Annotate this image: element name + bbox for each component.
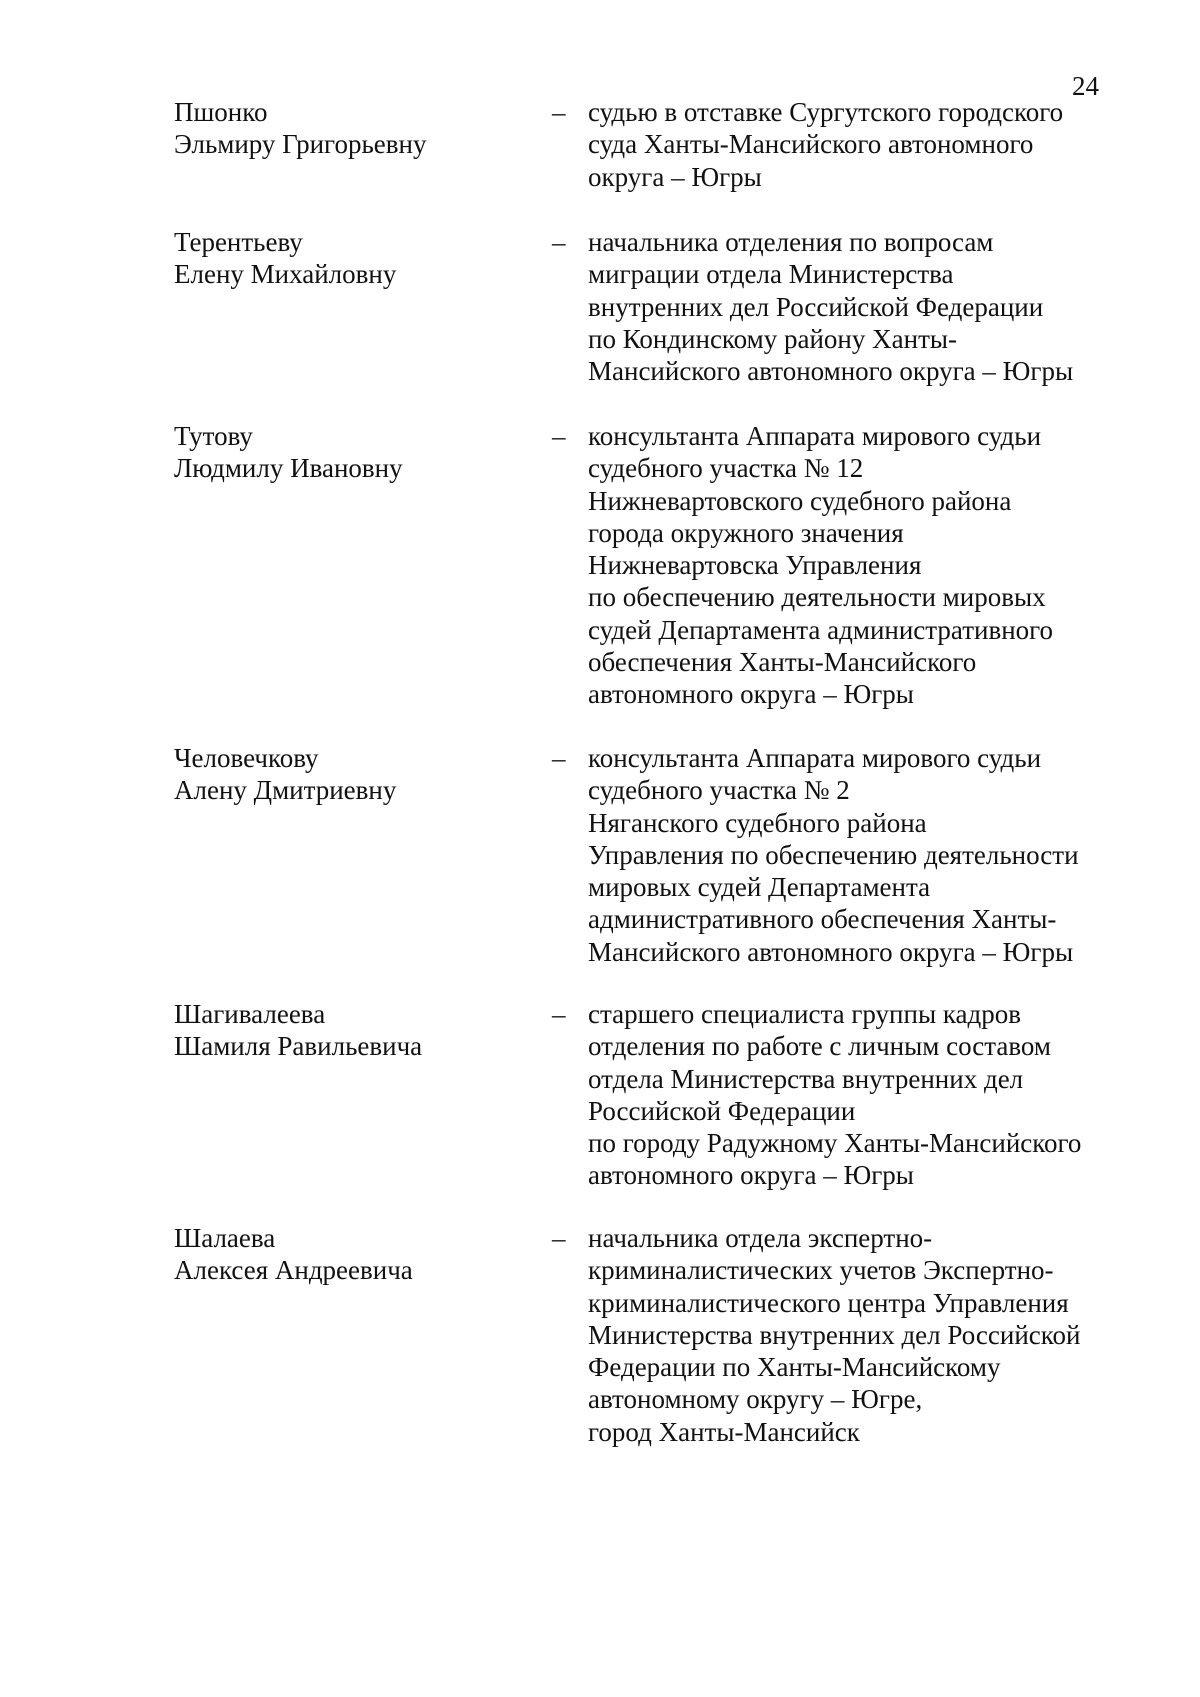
position-line: судебного участка № 2 bbox=[588, 775, 850, 806]
position-line: по городу Радужному Ханты-Мансийского bbox=[588, 1128, 1082, 1159]
position-line: старшего специалиста группы кадров bbox=[588, 999, 1022, 1029]
position-description bbox=[588, 1222, 1128, 1448]
position-line: города окружного значения bbox=[588, 517, 904, 548]
person-name bbox=[174, 226, 514, 291]
position-line: Нижневартовска Управления bbox=[588, 550, 922, 581]
given-names: Алексея Андреевича bbox=[174, 1255, 413, 1286]
person-name bbox=[174, 1222, 514, 1287]
surname: Шалаева bbox=[174, 1223, 276, 1253]
person-name bbox=[174, 96, 514, 161]
position-line: автономному округу – Югре, bbox=[588, 1384, 923, 1415]
position-line: город Ханты-Мансийск bbox=[588, 1416, 860, 1447]
surname: Терентьеву bbox=[174, 227, 303, 257]
given-names: Шамиля Равильевича bbox=[174, 1031, 423, 1062]
position-line: консультанта Аппарата мирового судьи bbox=[588, 743, 1042, 773]
position-line: отдела Министерства внутренних дел bbox=[588, 1063, 1024, 1094]
position-line: криминалистического центра Управления bbox=[588, 1287, 1069, 1318]
page-number: 24 bbox=[1072, 71, 1099, 101]
position-line: административного обеспечения Ханты- bbox=[588, 904, 1057, 935]
dash-separator: – bbox=[552, 421, 566, 451]
position-line: судью в отставке Сургутского городского bbox=[588, 97, 1064, 127]
position-line: автономного округа – Югры bbox=[588, 679, 914, 710]
position-line: судебного участка № 12 bbox=[588, 453, 864, 484]
position-line: Мансийского автономного округа – Югры bbox=[588, 936, 1074, 967]
position-line: автономного округа – Югры bbox=[588, 1160, 914, 1191]
position-line: миграции отдела Министерства bbox=[588, 259, 954, 290]
position-line: внутренних дел Российской Федерации bbox=[588, 291, 1044, 322]
position-line: начальника отдела экспертно- bbox=[588, 1223, 933, 1253]
position-description bbox=[588, 420, 1128, 711]
position-description bbox=[588, 226, 1128, 387]
position-line: мировых судей Департамента bbox=[588, 872, 931, 903]
dash-separator: – bbox=[552, 743, 566, 773]
position-description bbox=[588, 96, 1128, 193]
position-line: суда Ханты-Мансийского автономного bbox=[588, 129, 1034, 160]
position-line: обеспечения Ханты-Мансийского bbox=[588, 647, 977, 678]
position-line: округа – Югры bbox=[588, 161, 762, 192]
given-names: Алену Дмитриевну bbox=[174, 775, 397, 806]
given-names: Эльмиру Григорьевну bbox=[174, 129, 427, 160]
position-line: по Кондинскому району Ханты- bbox=[588, 323, 957, 354]
given-names: Елену Михайловну bbox=[174, 259, 397, 290]
position-line: криминалистических учетов Экспертно- bbox=[588, 1255, 1054, 1286]
position-line: отделения по работе с личным составом bbox=[588, 1031, 1051, 1062]
position-line: Мансийского автономного округа – Югры bbox=[588, 356, 1074, 387]
position-line: Няганского судебного района bbox=[588, 807, 927, 838]
dash-separator: – bbox=[552, 1223, 566, 1253]
position-line: Федерации по Ханты-Мансийскому bbox=[588, 1352, 1001, 1383]
given-names: Людмилу Ивановну bbox=[174, 453, 403, 484]
dash-separator: – bbox=[552, 999, 566, 1029]
position-line: Министерства внутренних дел Российской bbox=[588, 1319, 1081, 1350]
person-name bbox=[174, 420, 514, 485]
position-line: Управления по обеспечению деятельности bbox=[588, 839, 1079, 870]
position-line: по обеспечению деятельности мировых bbox=[588, 582, 1046, 613]
position-line: начальника отделения по вопросам bbox=[588, 227, 994, 257]
position-description bbox=[588, 742, 1128, 968]
position-line: судей Департамента административного bbox=[588, 614, 1054, 645]
surname: Человечкову bbox=[174, 743, 319, 773]
dash-separator: – bbox=[552, 227, 566, 257]
position-line: Российской Федерации bbox=[588, 1095, 856, 1126]
position-line: консультанта Аппарата мирового судьи bbox=[588, 421, 1042, 451]
surname: Шагивалеева bbox=[174, 999, 326, 1029]
person-name bbox=[174, 742, 514, 807]
person-name bbox=[174, 998, 514, 1063]
position-line: Нижневартовского судебного района bbox=[588, 485, 1012, 516]
surname: Тутову bbox=[174, 421, 253, 451]
surname: Пшонко bbox=[174, 97, 268, 127]
position-description bbox=[588, 998, 1128, 1192]
dash-separator: – bbox=[552, 97, 566, 127]
